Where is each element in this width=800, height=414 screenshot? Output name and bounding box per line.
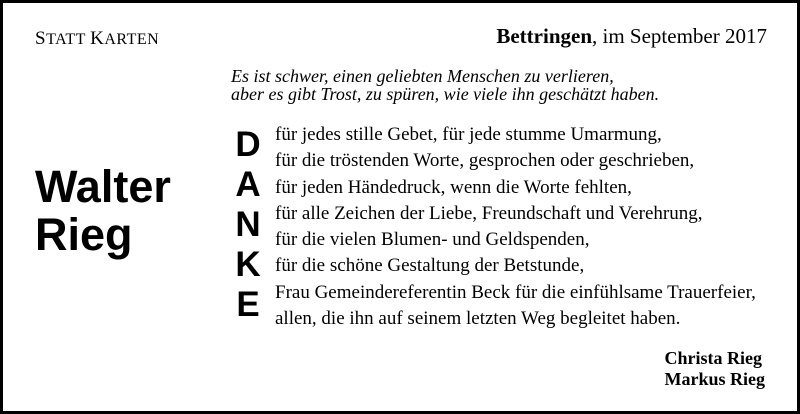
thanks-line: für alle Zeichen der Liebe, Freundschaft und Verehrung, <box>275 202 703 224</box>
date-text: , im September 2017 <box>592 24 767 48</box>
danke-letter: K <box>235 245 261 284</box>
quote-line-1: Es ist schwer, einen geliebten Menschen zu verlieren, <box>231 66 614 86</box>
quote <box>231 67 659 103</box>
deceased-name <box>35 163 171 259</box>
thanks-line: für jeden Händedruck, wenn die Worte fehlten, <box>275 176 632 198</box>
danke-vertical <box>231 125 265 325</box>
thanks-line: Frau Gemeindereferentin Beck für die einfühlsame Trauerfeier, <box>275 281 756 303</box>
thanks-line: für die schöne Gestaltung der Betstunde, <box>275 255 585 277</box>
first-name: Walter <box>35 161 171 212</box>
signatures <box>665 348 766 390</box>
thanks-list <box>275 122 756 332</box>
statt-karten-label <box>35 28 159 50</box>
signature-name: Markus Rieg <box>664 369 765 389</box>
signature-name: Christa Rieg <box>664 348 762 368</box>
statt-rest: TATT <box>46 31 91 48</box>
thanks-line: für die tröstenden Worte, gesprochen oder geschrieben, <box>275 150 695 172</box>
danke-letter: N <box>235 205 261 244</box>
danke-letter: A <box>235 165 261 204</box>
thanks-line: für die vielen Blumen- und Geldspenden, <box>275 229 590 251</box>
thanks-line: allen, die ihn auf seinem letzten Weg begleitet haben. <box>275 308 681 330</box>
place-date <box>496 24 767 49</box>
quote-line-2: aber es gibt Trost, zu spüren, wie viele ihn geschätzt haben. <box>231 84 660 104</box>
karten-initial: K <box>90 28 105 49</box>
last-name: Rieg <box>35 209 133 260</box>
place-name: Bettringen <box>496 24 593 48</box>
karten-rest: ARTEN <box>104 31 160 48</box>
statt-initial: S <box>35 28 47 49</box>
danke-letter: D <box>235 125 261 164</box>
danke-letter: E <box>236 285 260 324</box>
thanks-line: für jedes stille Gebet, für jede stumme Umarmung, <box>275 124 662 145</box>
